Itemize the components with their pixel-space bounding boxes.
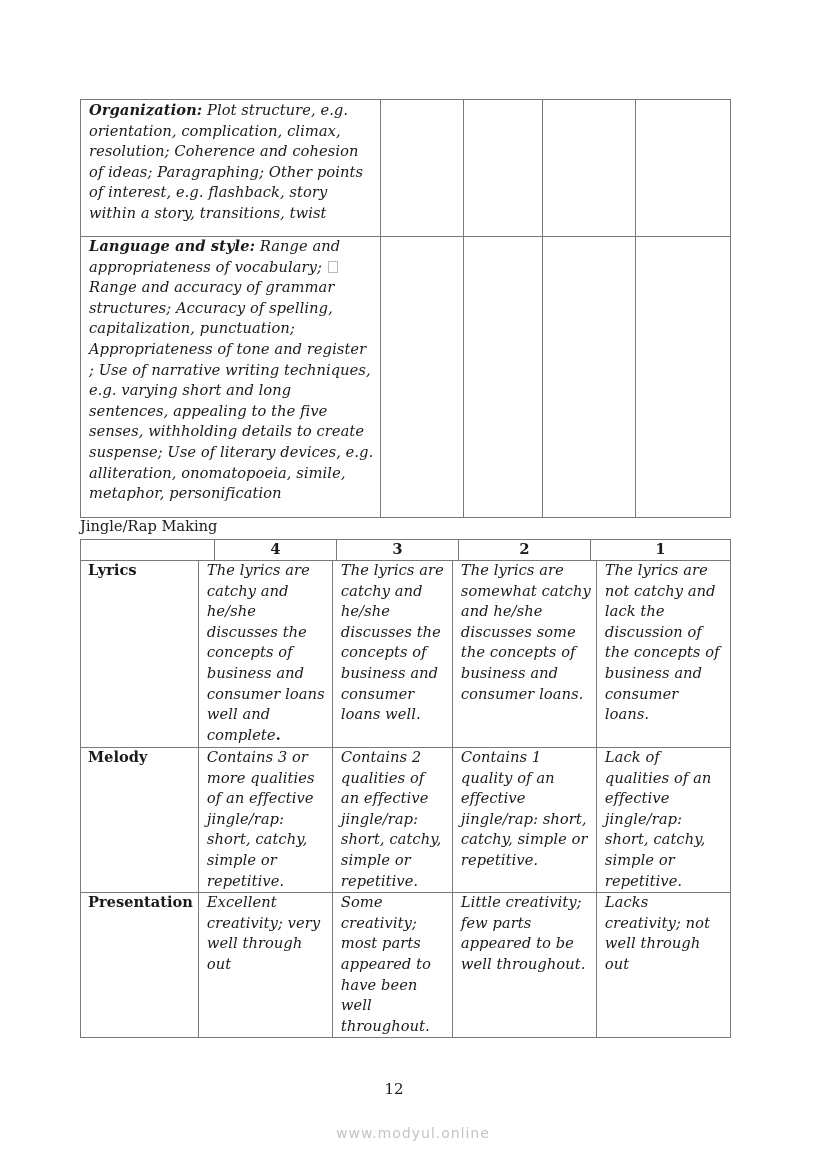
criteria-title: Organization:: [89, 102, 203, 119]
criteria-title: Language and style:: [89, 238, 256, 255]
rubric-cell: [332, 893, 452, 1038]
rubric-cell-text: The lyrics are not catchy and lack the discussion of the concepts of business and consumer loans.: [604, 562, 720, 724]
rubric-cell-text: Contains 2 qualities of an effective jingle/rap: short, catchy, simple or repetitive.: [340, 749, 442, 890]
criteria-description: Range and accuracy of grammar structures; Accuracy of spelling, capitalization, punctuation; Appropriateness of tone and register ; Use of narrative writing techniques, e.g. varying short and long sentences, appealing to the five senses, withholding details to create suspense; Use of literary devices, e.g. alliteration, onomatopoeia, simile, metaphor, personification: [89, 279, 374, 503]
criteria-table: [80, 99, 731, 518]
watermark: www.modyul.online: [336, 1126, 490, 1142]
criteria-row-language: [81, 237, 731, 518]
rubric-cell-text: Little creativity; few parts appeared to be well throughout.: [460, 894, 586, 973]
score-cell: [543, 100, 636, 237]
rubric-cell: [198, 748, 332, 893]
criteria-cell: [81, 237, 381, 518]
rubric-cell: [198, 893, 332, 1038]
score-cell: [464, 100, 543, 237]
criteria-description: Plot structure, e.g. orientation, complication, climax, resolution; Coherence and cohesion of ideas; Paragraphing; Other points of interest, e.g. flashback, story within a story, transitions, twist: [89, 102, 364, 222]
criteria-text: [89, 237, 374, 505]
rubric-cell-text: Excellent creativity; very well through out: [206, 894, 321, 973]
page-number: 12: [384, 1080, 404, 1098]
rubric-cell-text: Contains 1 quality of an effective jingle/rap: short, catchy, simple or repetitive.: [460, 749, 588, 869]
rubric-cell: [452, 748, 596, 893]
criteria-description: Range and appropriateness of vocabulary;: [89, 238, 341, 276]
score-cell: [543, 237, 636, 518]
rubric-cell: [596, 561, 730, 748]
rubric-cell-text: The lyrics are catchy and he/she discusses the concepts of business and consumer loans well and complete: [206, 562, 325, 744]
rubric-cell: [452, 893, 596, 1038]
rubric-cell-text: Contains 3 or more qualities of an effective jingle/rap: short, catchy, simple or repetitive.: [206, 749, 315, 890]
rubric-cell: [596, 748, 730, 893]
criteria-row-organization: [81, 100, 731, 237]
rubric-cell-text: The lyrics are catchy and he/she discusses the concepts of business and consumer loans well.: [340, 562, 444, 724]
rubric-row-melody: [81, 748, 731, 893]
score-cell: [464, 237, 543, 518]
rubric-cell-text: .: [275, 726, 281, 744]
rubric-cell-text: Lacks creativity; not well through out: [604, 894, 711, 973]
rubric-cell: [332, 748, 452, 893]
rubric-cell: [198, 561, 332, 748]
score-cell: [381, 100, 464, 237]
rubric-header-score: 2: [459, 540, 591, 561]
rubric-cell: [332, 561, 452, 748]
score-cell: [636, 237, 731, 518]
criteria-text: [89, 101, 374, 225]
rubric-row-label: Presentation: [81, 893, 199, 1038]
rubric-cell-text: The lyrics are somewhat catchy and he/she discusses some the concepts of business and consumer loans.: [460, 562, 591, 703]
rubric-header-score: 3: [337, 540, 459, 561]
rubric-row-label: Melody: [81, 748, 199, 893]
score-cell: [636, 100, 731, 237]
section-title: Jingle/Rap Making: [80, 518, 218, 535]
score-cell: [381, 237, 464, 518]
rubric-row-presentation: [81, 893, 731, 1038]
rubric-header-score: 1: [591, 540, 731, 561]
rubric-row-label: Lyrics: [81, 561, 199, 748]
rubric-header-score: 4: [215, 540, 337, 561]
rubric-cell-text: Lack of qualities of an effective jingle/rap: short, catchy, simple or repetitive.: [604, 749, 712, 890]
rubric-table: [80, 560, 731, 1038]
rubric-cell: [452, 561, 596, 748]
rubric-header: [80, 539, 731, 561]
rubric-row-lyrics: [81, 561, 731, 748]
criteria-cell: [81, 100, 381, 237]
rubric-header-blank: [81, 540, 215, 561]
rubric-cell-text: Some creativity; most parts appeared to have been well throughout.: [340, 894, 431, 1035]
missing-glyph-icon: [328, 261, 338, 273]
rubric-cell: [596, 893, 730, 1038]
